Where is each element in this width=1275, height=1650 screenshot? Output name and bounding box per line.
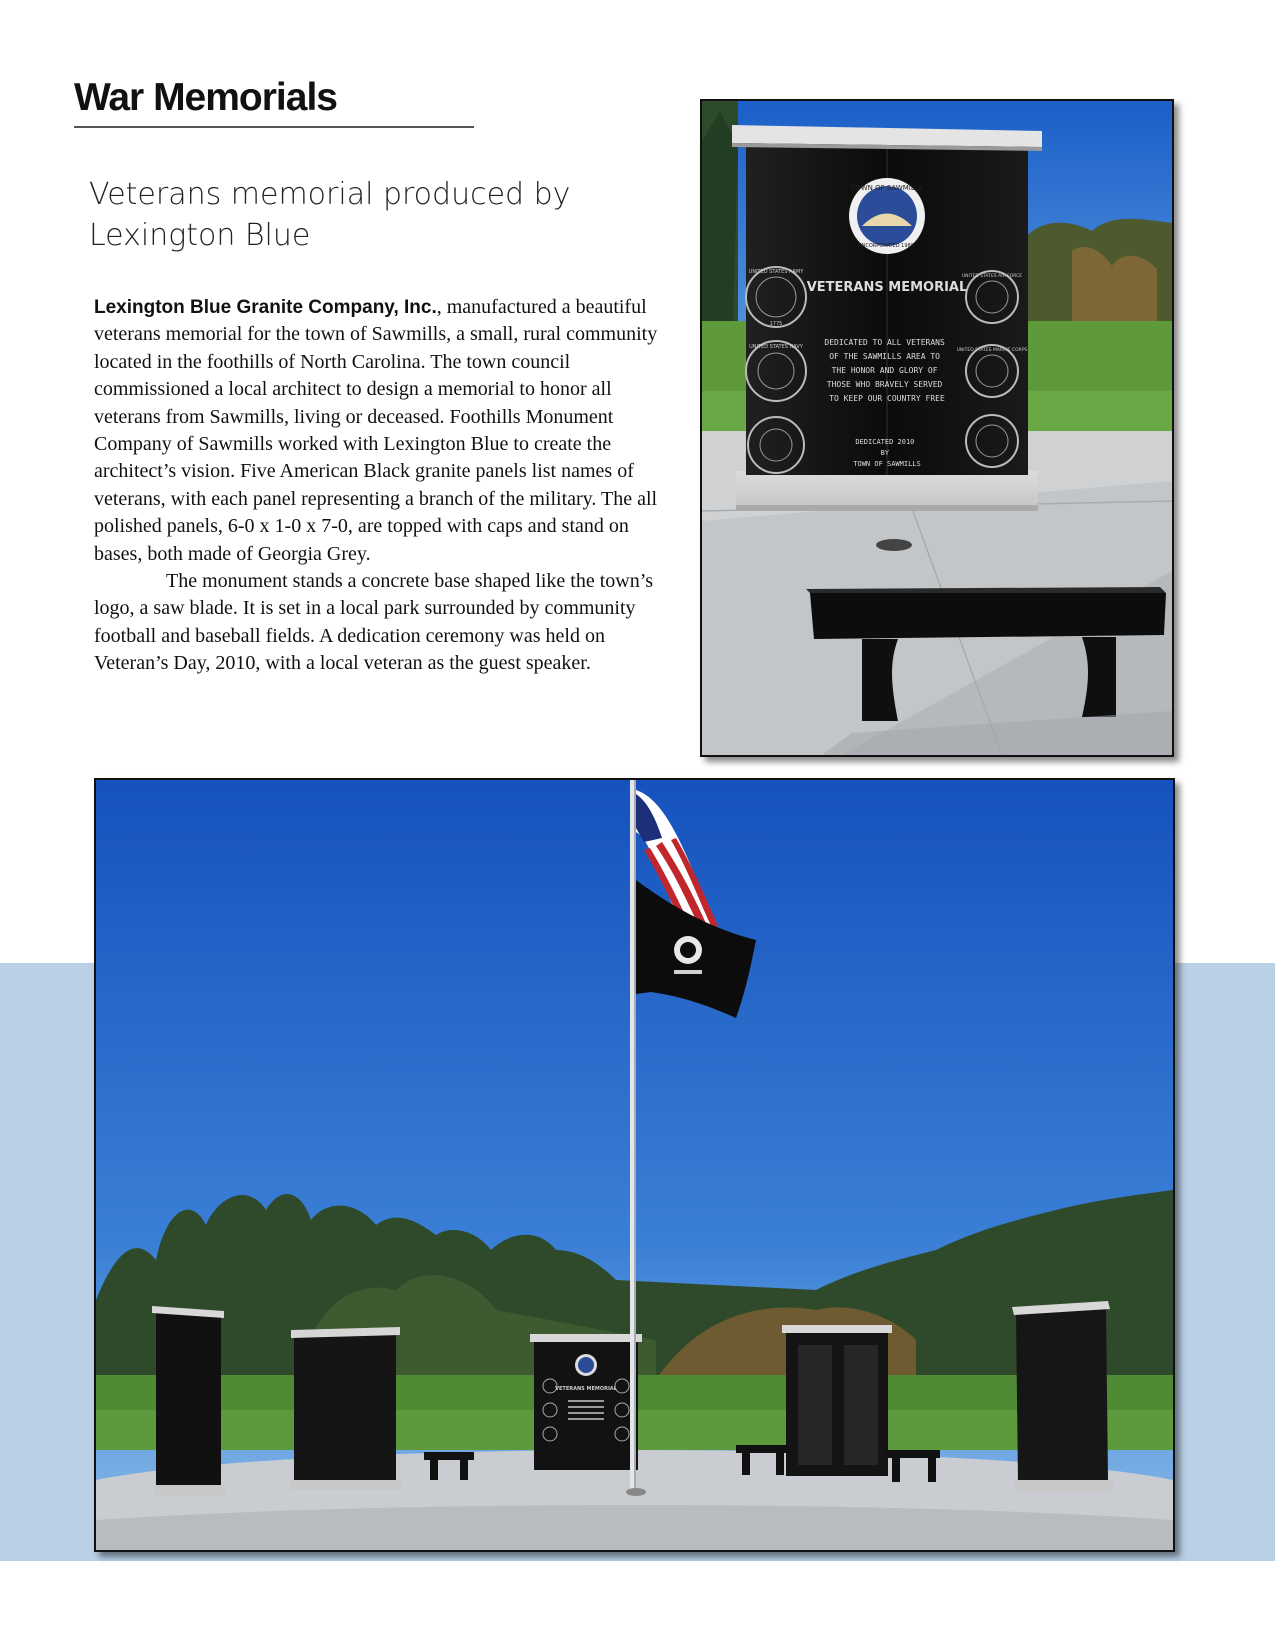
dedication-line: OF THE SAWMILLS AREA TO: [829, 352, 940, 361]
paragraph-1: [94, 294, 660, 568]
memorial-panel: [152, 1306, 226, 1495]
dedication-line: DEDICATED TO ALL VETERANS: [824, 338, 945, 347]
memorial-panel: [782, 1325, 892, 1476]
logo-subtext: INCORPORATED 1988: [860, 243, 914, 249]
paragraph-2: The monument stands a concrete base shaped like the town’s logo, a saw blade. It is set in a local park surrounded by community football and baseball fields. A dedication ceremony was held on Veteran’s Day, 2010, with a local veteran as the guest speaker.: [94, 570, 654, 675]
section-title: War Memorials: [74, 76, 337, 119]
panel-heading: VETERANS MEMORIAL: [806, 280, 968, 295]
air-force-seal-text: UNITED STATES AIR FORCE: [961, 274, 1023, 279]
dedication-line: TO KEEP OUR COUNTRY FREE: [829, 394, 945, 403]
title-rule: [74, 126, 474, 128]
dedication-line: THE HONOR AND GLORY OF: [831, 366, 938, 375]
memorial-site-photo: [94, 778, 1175, 1552]
article-body: [94, 294, 660, 678]
memorial-panel-center: [530, 1334, 642, 1470]
center-panel-heading: VETERANS MEMORIAL: [555, 1386, 617, 1392]
marine-corps-seal-text: UNITED STATES MARINE CORPS: [956, 348, 1028, 353]
dedication-line: THOSE WHO BRAVELY SERVED: [826, 380, 943, 389]
army-seal-text: UNITED STATES ARMY: [748, 269, 804, 275]
article-subtitle: Veterans memorial produced by Lexington Blue: [89, 177, 571, 253]
memorial-closeup-photo: [700, 99, 1174, 757]
dedicated-line: BY: [880, 449, 890, 457]
navy-seal-text: UNITED STATES NAVY: [749, 344, 803, 350]
memorial-panel: [1012, 1301, 1114, 1492]
logo-text: TOWN OF SAWMILLS: [850, 184, 924, 192]
dedicated-line: DEDICATED 2010: [855, 438, 915, 446]
memorial-panel: [290, 1327, 402, 1490]
dedicated-line: TOWN OF SAWMILLS: [853, 460, 921, 468]
paragraph-1-text: , manufactured a beautiful veterans memorial for the town of Sawmills, a small, rural community located in the foothills of North Carolina. The town council commissioned a local architect to design a memorial to honor all veterans from Sawmills, living or deceased. Foothills Monument Company of Sawmills worked with Lexington Blue to create the architect’s vision. Five American Black granite panels list names of veterans, with each panel representing a branch of the military. The all polished panels, 6-0 x 1-0 x 7-0, are topped with caps and stand on bases, both made of Georgia Grey.: [94, 296, 658, 565]
company-name: Lexington Blue Granite Company, Inc.: [94, 297, 437, 318]
army-seal-year: 1775: [769, 321, 783, 327]
